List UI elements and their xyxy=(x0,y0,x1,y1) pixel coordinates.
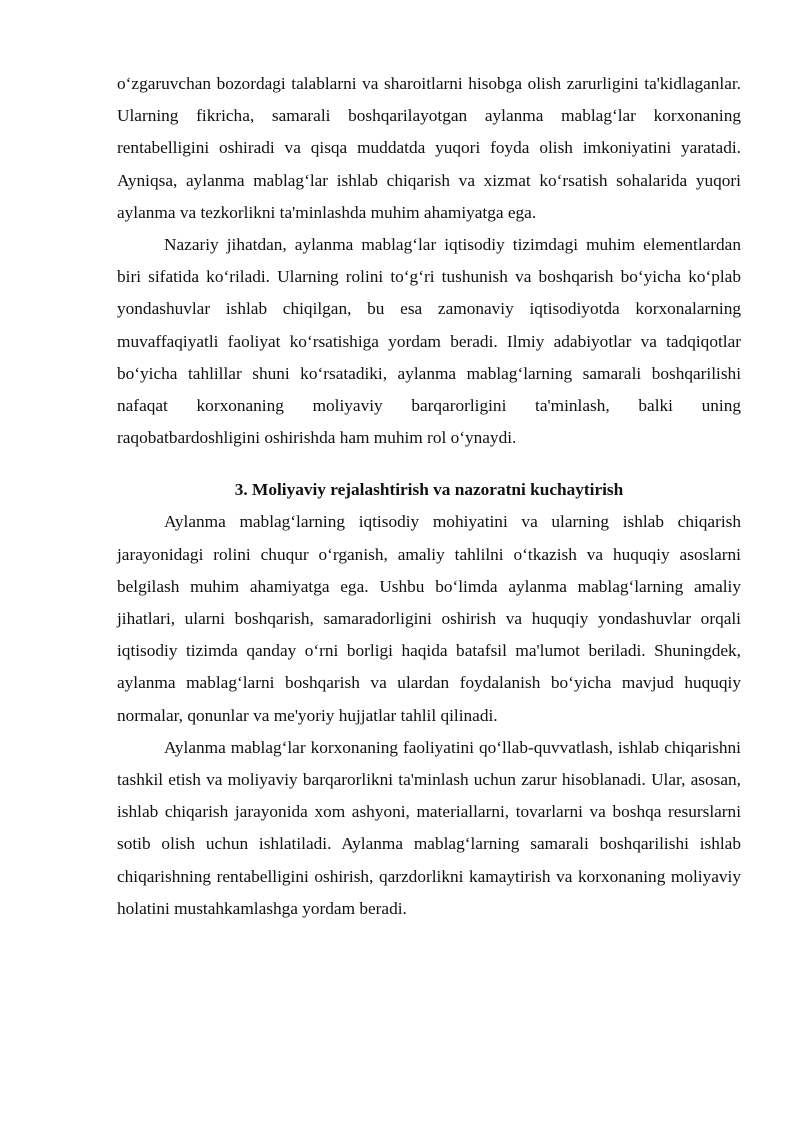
section-heading: 3. Moliyaviy rejalashtirish va nazoratni kuchaytirish xyxy=(234,480,624,500)
paragraph-working-capital: Aylanma mablag‘lar korxonaning faoliyatini qo‘llab-quvvatlash, ishlab chiqarishni tashkil etish va moliyaviy barqarorlikni ta'minlash uchun zarur hisoblanadi. Ular, asosan, ishlab chiqarish jarayonida xom ashyoni, materiallarni, tovarlarni va boshqa resurslarni sotib olish uchun ishlatiladi. Aylanma mablag‘larning samarali boshqarilishi ishlab chiqarishning rentabelligini oshirish, qarzdorlikni kamaytirish va korxonaning moliyaviy holatini mustahkamlashga yordam beradi. xyxy=(117,737,741,918)
paragraph-section-intro: Aylanma mablag‘larning iqtisodiy mohiyatini va ularning ishlab chiqarish jarayonidagi rolini chuqur o‘rganish, amaliy tahlilni o‘tkazish va huquqiy asoslarni belgilash muhim ahamiyatga ega. Ushbu bo‘limda aylanma mablag‘larning amaliy jihatlari, ularni boshqarish, samaradorligini oshirish va huquqiy yondashuvlar orqali iqtisodiy tizimda qanday o‘rni borligi haqida batafsil ma'lumot beriladi. Shuningdek, aylanma mablag‘larni boshqarish va ulardan foydalanish bo‘yicha mavjud huquqiy normalar, qonunlar va me'yoriy hujjatlar tahlil qilinadi. xyxy=(117,512,741,725)
paragraph-theory: Nazariy jihatdan, aylanma mablag‘lar iqtisodiy tizimdagi muhim elementlardan biri sifatida ko‘riladi. Ularning rolini to‘g‘ri tushunish va boshqarish bo‘yicha ko‘plab yondashuvlar ishlab chiqilgan, bu esa zamonaviy iqtisodiyotda korxonalarning muvaffaqiyatli faoliyat ko‘rsatishiga yordam beradi. Ilmiy adabiyotlar va tadqiqotlar bo‘yicha tahlillar shuni ko‘rsatadiki, aylanma mablag‘larning samarali boshqarilishi nafaqat korxonaning moliyaviy barqarorligini ta'minlash, balki uning raqobatbardoshligini oshirishda ham muhim rol o‘ynaydi. xyxy=(117,235,741,448)
paragraph-continuation: o‘zgaruvchan bozordagi talablarni va sharoitlarni hisobga olish zarurligini ta'kidlaganlar. Ularning fikricha, samarali boshqarilayotgan aylanma mablag‘lar korxonaning rentabelligini oshiradi va qisqa muddatda yuqori foyda olish imkoniyatini yaratadi. Ayniqsa, aylanma mablag‘lar ishlab chiqarish va xizmat ko‘rsatish sohalarida yuqori aylanma va tezkorlikni ta'minlashda muhim ahamiyatga ega. xyxy=(117,74,741,222)
document-page xyxy=(117,68,741,925)
